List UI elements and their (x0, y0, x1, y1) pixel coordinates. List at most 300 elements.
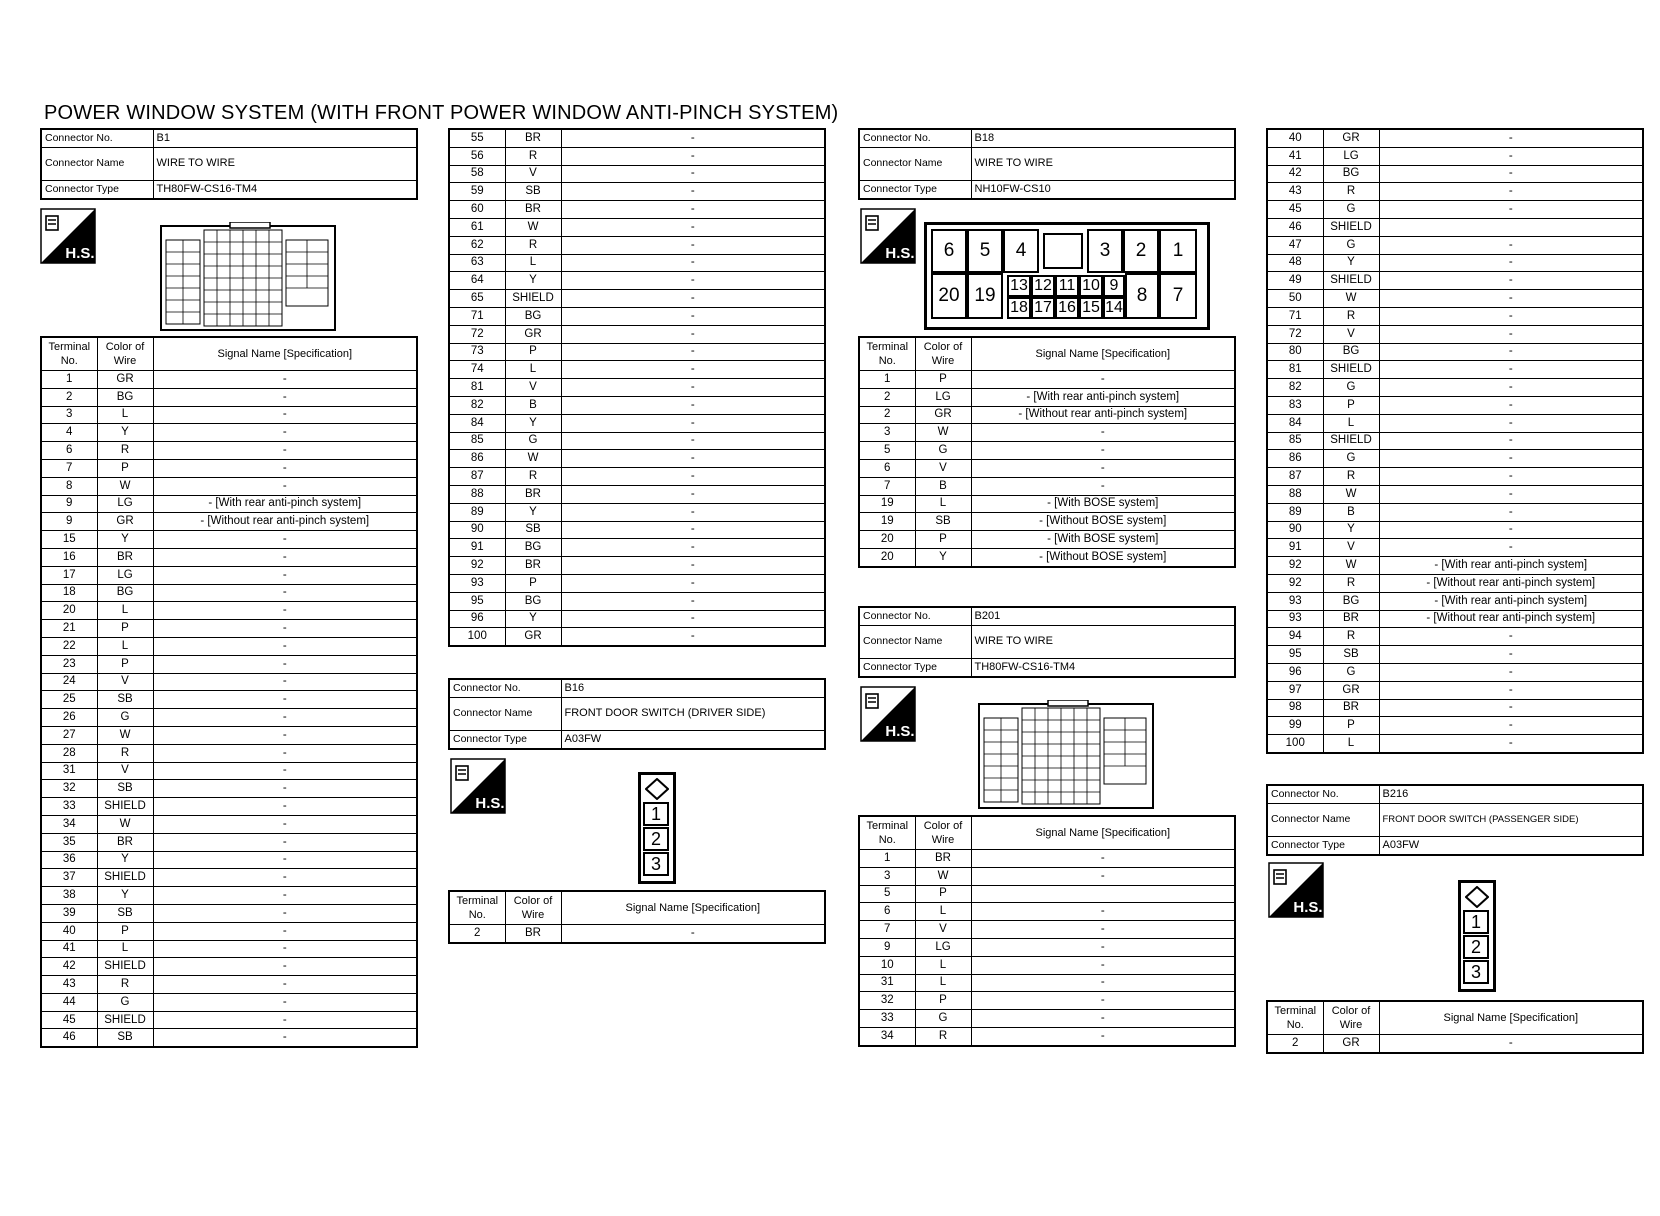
signal-name-cell: - (971, 956, 1235, 974)
table-row (449, 592, 825, 610)
terminal-no-cell: 9 (41, 513, 97, 531)
terminal-no-cell: 2 (859, 406, 915, 424)
signal-name-cell: - (153, 566, 417, 584)
terminal-no-cell: 5 (859, 442, 915, 460)
table-row (449, 361, 825, 379)
signal-name-cell: - (561, 557, 825, 575)
terminal-no-cell: 1 (859, 371, 915, 389)
terminal-no-cell: 22 (41, 637, 97, 655)
table-row (1267, 557, 1643, 575)
signal-name-cell: - (1379, 468, 1643, 486)
wire-color-cell: L (915, 956, 971, 974)
table-row (41, 584, 417, 602)
b216-terminal-table (1266, 1000, 1644, 1054)
signal-name-cell: - (1379, 290, 1643, 308)
signal-name-cell: - (971, 974, 1235, 992)
table-row (41, 513, 417, 531)
wire-color-cell: W (1323, 485, 1379, 503)
wire-color-cell: Y (97, 851, 153, 869)
connector-no-label: Connector No. (859, 129, 971, 147)
signal-name-cell: - (971, 1027, 1235, 1045)
wire-color-cell: V (505, 165, 561, 183)
pin: 3 (1087, 229, 1123, 273)
signal-name-cell: - (1379, 1035, 1643, 1053)
terminal-no-cell: 88 (449, 485, 505, 503)
key-icon (1465, 886, 1489, 908)
terminal-no-cell: 32 (859, 992, 915, 1010)
terminal-no-cell: 39 (41, 904, 97, 922)
wire-color-cell: SHIELD (1323, 361, 1379, 379)
terminal-no-cell: 31 (41, 762, 97, 780)
table-row (449, 485, 825, 503)
table-row (449, 379, 825, 397)
wire-color-cell: Y (915, 548, 971, 566)
pin: 6 (931, 229, 967, 273)
wire-color-cell: P (1323, 396, 1379, 414)
signal-name-cell: - (971, 1010, 1235, 1028)
table-row (859, 388, 1235, 406)
terminal-no-cell: 89 (449, 503, 505, 521)
b201-connector-name: WIRE TO WIRE (971, 625, 1235, 658)
wire-color-cell: SHIELD (505, 290, 561, 308)
table-row (449, 165, 825, 183)
table-row (41, 922, 417, 940)
wire-color-cell: GR (505, 628, 561, 646)
table-row (1267, 699, 1643, 717)
signal-name-header: Signal Name [Specification] (1379, 1001, 1643, 1035)
b216-terminal-block (1266, 1000, 1644, 1054)
wire-color-cell: GR (1323, 681, 1379, 699)
terminal-no-cell: 3 (41, 406, 97, 424)
terminal-no-cell: 28 (41, 744, 97, 762)
wire-color-cell: SHIELD (1323, 432, 1379, 450)
terminal-no-cell: 38 (41, 887, 97, 905)
wire-color-cell: W (915, 424, 971, 442)
b18-terminal-block (858, 336, 1236, 568)
terminal-no-cell: 91 (1267, 539, 1323, 557)
signal-name-cell: - (1379, 539, 1643, 557)
terminal-no-cell: 83 (1267, 396, 1323, 414)
table-row (1267, 343, 1643, 361)
terminal-no-cell: 43 (1267, 183, 1323, 201)
table-row (859, 974, 1235, 992)
terminal-no-cell: 100 (1267, 735, 1323, 753)
signal-name-cell: - (1379, 628, 1643, 646)
svg-text:H.S.: H.S. (65, 245, 95, 262)
table-row (41, 371, 417, 389)
signal-name-cell: - (561, 272, 825, 290)
table-row (859, 903, 1235, 921)
wire-color-cell: LG (915, 938, 971, 956)
terminal-no-cell: 15 (41, 531, 97, 549)
table-row (449, 610, 825, 628)
signal-name-cell: - [Without BOSE system] (971, 548, 1235, 566)
wire-color-cell: V (915, 921, 971, 939)
connector-type-label: Connector Type (1267, 836, 1379, 854)
terminal-no-cell: 91 (449, 539, 505, 557)
terminal-no-cell: 84 (1267, 414, 1323, 432)
pin: 20 (931, 273, 967, 319)
wire-color-cell: SHIELD (1323, 272, 1379, 290)
terminal-no-cell: 96 (1267, 663, 1323, 681)
wire-color-cell: BR (915, 850, 971, 868)
wire-color-cell: V (97, 673, 153, 691)
terminal-no-cell: 46 (1267, 218, 1323, 236)
signal-name-cell: - (561, 432, 825, 450)
terminal-no-cell: 26 (41, 709, 97, 727)
signal-name-cell: - (153, 655, 417, 673)
signal-name-cell: - (561, 379, 825, 397)
signal-name-cell: - (971, 459, 1235, 477)
terminal-no-cell: 1 (41, 371, 97, 389)
signal-name-cell (971, 885, 1235, 903)
signal-name-cell: - (971, 992, 1235, 1010)
b18-info-block (858, 128, 1236, 200)
table-row (449, 539, 825, 557)
table-row (41, 940, 417, 958)
b201-terminal-table (858, 815, 1236, 1047)
signal-name-cell: - (1379, 361, 1643, 379)
wire-color-cell: Y (1323, 254, 1379, 272)
wire-color-cell: V (1323, 539, 1379, 557)
table-row (1267, 129, 1643, 147)
terminal-no-cell: 92 (1267, 574, 1323, 592)
table-row (1267, 1035, 1643, 1053)
terminal-no-cell: 62 (449, 236, 505, 254)
terminal-no-cell: 63 (449, 254, 505, 272)
wire-color-cell: GR (505, 325, 561, 343)
wire-color-cell: GR (1323, 129, 1379, 147)
color-of-wire-header: Color of Wire (97, 337, 153, 371)
wire-color-cell: BG (505, 592, 561, 610)
pin: 5 (967, 229, 1003, 273)
signal-name-header: Signal Name [Specification] (153, 337, 417, 371)
signal-name-cell: - [Without rear anti-pinch system] (153, 513, 417, 531)
terminal-no-cell: 98 (1267, 699, 1323, 717)
wire-color-cell: P (505, 343, 561, 361)
signal-name-cell: - (153, 851, 417, 869)
signal-name-cell: - (561, 325, 825, 343)
wire-color-cell: BR (505, 557, 561, 575)
wire-color-cell: LG (915, 388, 971, 406)
wire-color-cell: P (505, 574, 561, 592)
wire-color-cell: Y (97, 424, 153, 442)
table-row (1267, 218, 1643, 236)
table-row (41, 655, 417, 673)
b201-connector-diagram (978, 700, 1154, 810)
table-row (449, 272, 825, 290)
signal-name-cell: - (153, 691, 417, 709)
b18-info-table (858, 128, 1236, 200)
pin: 1 (1463, 910, 1489, 934)
signal-name-cell: - (153, 815, 417, 833)
signal-name-cell: - (1379, 307, 1643, 325)
wire-color-cell: SB (97, 691, 153, 709)
signal-name-cell: - (1379, 735, 1643, 753)
wire-color-cell: G (97, 709, 153, 727)
table-row (1267, 450, 1643, 468)
wire-color-cell: W (505, 450, 561, 468)
table-row (1267, 521, 1643, 539)
signal-name-cell: - (971, 424, 1235, 442)
signal-name-cell: - (153, 406, 417, 424)
table-row (449, 521, 825, 539)
wire-color-cell: L (915, 903, 971, 921)
signal-name-cell: - (561, 414, 825, 432)
wire-color-cell: W (1323, 290, 1379, 308)
wire-color-cell: L (97, 602, 153, 620)
table-row (1267, 432, 1643, 450)
connector-no-label: Connector No. (449, 679, 561, 697)
signal-name-cell: - (971, 921, 1235, 939)
terminal-no-cell: 2 (859, 388, 915, 406)
terminal-no-cell: 86 (449, 450, 505, 468)
b16-connector-no: B16 (561, 679, 825, 697)
table-row (449, 147, 825, 165)
table-row (859, 513, 1235, 531)
wire-color-cell: R (97, 976, 153, 994)
signal-name-cell: - (561, 468, 825, 486)
wire-color-cell: P (97, 620, 153, 638)
table-row (449, 628, 825, 646)
b18-connector-name: WIRE TO WIRE (971, 147, 1235, 180)
terminal-no-cell: 44 (41, 993, 97, 1011)
wire-color-cell: BR (1323, 610, 1379, 628)
terminal-no-cell: 18 (41, 584, 97, 602)
wire-color-cell: P (97, 655, 153, 673)
page-title: POWER WINDOW SYSTEM (WITH FRONT POWER WINDOW ANTI-PINCH SYSTEM) (44, 102, 839, 124)
signal-name-cell: - (1379, 236, 1643, 254)
table-row (449, 468, 825, 486)
signal-name-cell: - (561, 307, 825, 325)
wire-color-cell: P (915, 992, 971, 1010)
signal-name-cell: - (971, 477, 1235, 495)
b201-terminal-cont-table (1266, 128, 1644, 754)
table-row (41, 566, 417, 584)
connector-no-label: Connector No. (41, 129, 153, 147)
signal-name-cell: - (561, 450, 825, 468)
terminal-no-cell: 32 (41, 780, 97, 798)
table-row (1267, 414, 1643, 432)
table-row (859, 531, 1235, 549)
table-row (41, 851, 417, 869)
wire-color-cell: R (97, 442, 153, 460)
signal-name-cell: - (561, 361, 825, 379)
b1-terminal-cont-block (448, 128, 826, 647)
terminal-no-cell: 19 (859, 513, 915, 531)
wire-color-cell: V (505, 379, 561, 397)
signal-name-cell (1379, 218, 1643, 236)
signal-name-cell: - (561, 147, 825, 165)
wire-color-cell: Y (505, 503, 561, 521)
terminal-no-cell: 87 (449, 468, 505, 486)
pin: 18 (1007, 297, 1031, 319)
wire-color-cell: P (915, 885, 971, 903)
connector-type-label: Connector Type (859, 658, 971, 676)
signal-name-cell: - [Without BOSE system] (971, 513, 1235, 531)
table-row (1267, 379, 1643, 397)
table-row (41, 531, 417, 549)
wire-color-cell: G (915, 1010, 971, 1028)
table-row (449, 414, 825, 432)
terminal-no-cell: 95 (1267, 646, 1323, 664)
table-row (41, 744, 417, 762)
table-row (1267, 468, 1643, 486)
wire-color-cell: R (915, 1027, 971, 1045)
table-row (1267, 503, 1643, 521)
table-row (41, 993, 417, 1011)
terminal-no-cell: 82 (449, 396, 505, 414)
table-row (449, 307, 825, 325)
table-row (1267, 272, 1643, 290)
signal-name-cell: - (153, 424, 417, 442)
terminal-no-cell: 20 (41, 602, 97, 620)
signal-name-cell: - (1379, 272, 1643, 290)
table-row (41, 958, 417, 976)
terminal-no-cell: 16 (41, 548, 97, 566)
b201-info-table (858, 606, 1236, 678)
terminal-no-cell: 34 (859, 1027, 915, 1045)
b16-connector-type: A03FW (561, 730, 825, 748)
wire-color-cell: G (97, 993, 153, 1011)
signal-name-cell: - (561, 129, 825, 147)
signal-name-cell: - (561, 539, 825, 557)
table-row (859, 459, 1235, 477)
connector-name-label: Connector Name (1267, 803, 1379, 836)
hs-icon (1268, 862, 1324, 918)
table-row (1267, 361, 1643, 379)
terminal-no-cell: 85 (1267, 432, 1323, 450)
signal-name-cell: - [With rear anti-pinch system] (971, 388, 1235, 406)
signal-name-cell: - (561, 574, 825, 592)
wire-color-cell: BR (505, 129, 561, 147)
signal-name-cell: - (153, 371, 417, 389)
table-row (1267, 663, 1643, 681)
table-row (859, 867, 1235, 885)
b1-connector-type: TH80FW-CS16-TM4 (153, 180, 417, 198)
signal-name-cell: - (561, 521, 825, 539)
terminal-no-cell: 90 (449, 521, 505, 539)
terminal-no-cell: 23 (41, 655, 97, 673)
signal-name-cell: - (1379, 183, 1643, 201)
connector-type-label: Connector Type (859, 180, 971, 198)
terminal-no-cell: 92 (449, 557, 505, 575)
terminal-no-cell: 5 (859, 885, 915, 903)
table-row (41, 424, 417, 442)
table-row (859, 477, 1235, 495)
table-row (1267, 610, 1643, 628)
b16-terminal-block (448, 890, 826, 944)
terminal-no-cell: 96 (449, 610, 505, 628)
b1-terminal-cont-table (448, 128, 826, 647)
signal-name-cell: - (1379, 254, 1643, 272)
wire-color-cell: B (915, 477, 971, 495)
signal-name-cell: - (153, 922, 417, 940)
signal-name-cell: - (1379, 414, 1643, 432)
table-row (41, 477, 417, 495)
b1-terminal-table (40, 336, 418, 1048)
wire-color-cell: GR (97, 513, 153, 531)
terminal-no-cell: 58 (449, 165, 505, 183)
signal-name-cell: - (153, 780, 417, 798)
terminal-no-cell: 80 (1267, 343, 1323, 361)
signal-name-cell: - (153, 726, 417, 744)
terminal-no-cell: 2 (1267, 1035, 1323, 1053)
wire-color-cell: SB (97, 1029, 153, 1047)
signal-name-cell: - (1379, 343, 1643, 361)
b216-info-table (1266, 784, 1644, 856)
svg-text:H.S.: H.S. (885, 245, 915, 262)
terminal-no-cell: 92 (1267, 557, 1323, 575)
terminal-no-cell: 90 (1267, 521, 1323, 539)
wire-color-cell: V (915, 459, 971, 477)
table-row (41, 904, 417, 922)
table-row (1267, 307, 1643, 325)
terminal-no-cell: 10 (859, 956, 915, 974)
b216-connector-no: B216 (1379, 785, 1643, 803)
wire-color-cell: GR (915, 406, 971, 424)
signal-name-cell: - (1379, 129, 1643, 147)
wire-color-cell: SHIELD (97, 869, 153, 887)
table-row (41, 726, 417, 744)
terminal-no-cell: 56 (449, 147, 505, 165)
signal-name-cell: - (153, 548, 417, 566)
wire-color-cell: L (915, 495, 971, 513)
wire-color-cell: SB (915, 513, 971, 531)
wire-color-cell: BG (1323, 592, 1379, 610)
terminal-no-cell: 74 (449, 361, 505, 379)
wire-color-cell: G (1323, 236, 1379, 254)
table-row (449, 236, 825, 254)
wire-color-cell: W (505, 218, 561, 236)
wire-color-cell: R (1323, 628, 1379, 646)
terminal-no-cell: 82 (1267, 379, 1323, 397)
b18-connector-no: B18 (971, 129, 1235, 147)
signal-name-cell: - (971, 442, 1235, 460)
b201-terminal-cont-block (1266, 128, 1644, 754)
terminal-no-cell: 19 (859, 495, 915, 513)
wire-color-cell: W (97, 815, 153, 833)
signal-name-cell: - (971, 850, 1235, 868)
pin: 9 (1103, 275, 1125, 297)
pin: 2 (1123, 229, 1159, 273)
b216-connector-type: A03FW (1379, 836, 1643, 854)
table-row (41, 1011, 417, 1029)
pin: 2 (643, 827, 669, 851)
svg-text:H.S.: H.S. (885, 723, 915, 740)
pin: 3 (643, 852, 669, 876)
terminal-no-cell: 42 (41, 958, 97, 976)
connector-no-label: Connector No. (859, 607, 971, 625)
terminal-no-cell: 46 (41, 1029, 97, 1047)
b18-connector-type: NH10FW-CS10 (971, 180, 1235, 198)
signal-name-cell: - (561, 628, 825, 646)
table-row (449, 503, 825, 521)
terminal-no-cell: 85 (449, 432, 505, 450)
table-row (1267, 681, 1643, 699)
signal-name-cell: - (561, 201, 825, 219)
color-of-wire-header: Color of Wire (1323, 1001, 1379, 1035)
b201-connector-type: TH80FW-CS16-TM4 (971, 658, 1235, 676)
terminal-no-cell: 81 (1267, 361, 1323, 379)
terminal-no-cell: 4 (41, 424, 97, 442)
signal-name-cell: - (1379, 663, 1643, 681)
terminal-no-cell: 89 (1267, 503, 1323, 521)
signal-name-cell: - (1379, 201, 1643, 219)
terminal-no-cell: 84 (449, 414, 505, 432)
signal-name-cell: - (153, 388, 417, 406)
terminal-no-cell: 17 (41, 566, 97, 584)
